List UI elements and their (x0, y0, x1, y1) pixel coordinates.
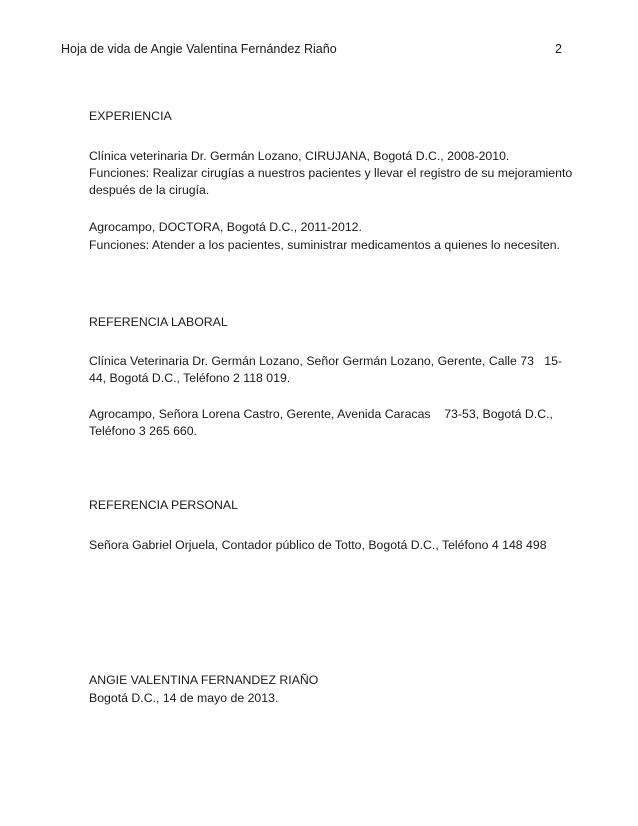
personal-ref-1: Señora Gabriel Orjuela, Contador público de Totto, Bogotá D.C., Teléfono 4 148 498 (89, 538, 547, 552)
job2-functions: Funciones: Atender a los pacientes, suministrar medicamentos a quienes lo necesiten. (89, 238, 560, 252)
signature-name: ANGIE VALENTINA FERNANDEZ RIAÑO (89, 673, 319, 687)
job1-functions: Funciones: Realizar cirugías a nuestros pacientes y llevar el registro de su mejoramiento después de la cirugía. (89, 166, 573, 197)
laboral-ref-2: Agrocampo, Señora Lorena Castro, Gerente, Avenida Caracas 73-53, Bogotá D.C., Teléfono 3 265 660. (89, 407, 557, 438)
signature-place-date: Bogotá D.C., 14 de mayo de 2013. (89, 691, 279, 705)
experiencia-heading: EXPERIENCIA (89, 109, 172, 123)
referencia-laboral-heading: REFERENCIA LABORAL (89, 315, 228, 329)
page-number: 2 (555, 42, 562, 56)
laboral-ref-1: Clínica Veterinaria Dr. Germán Lozano, Señor Germán Lozano, Gerente, Calle 73 15-44, Bogotá D.C., Teléfono 2 118 019. (89, 354, 562, 385)
job2-title: Agrocampo, DOCTORA, Bogotá D.C., 2011-2012. (89, 220, 362, 234)
header-title: Hoja de vida de Angie Valentina Fernández Riaño (61, 42, 337, 56)
job1-title: Clínica veterinaria Dr. Germán Lozano, CIRUJANA, Bogotá D.C., 2008-2010. (89, 149, 510, 163)
referencia-personal-heading: REFERENCIA PERSONAL (89, 498, 238, 512)
